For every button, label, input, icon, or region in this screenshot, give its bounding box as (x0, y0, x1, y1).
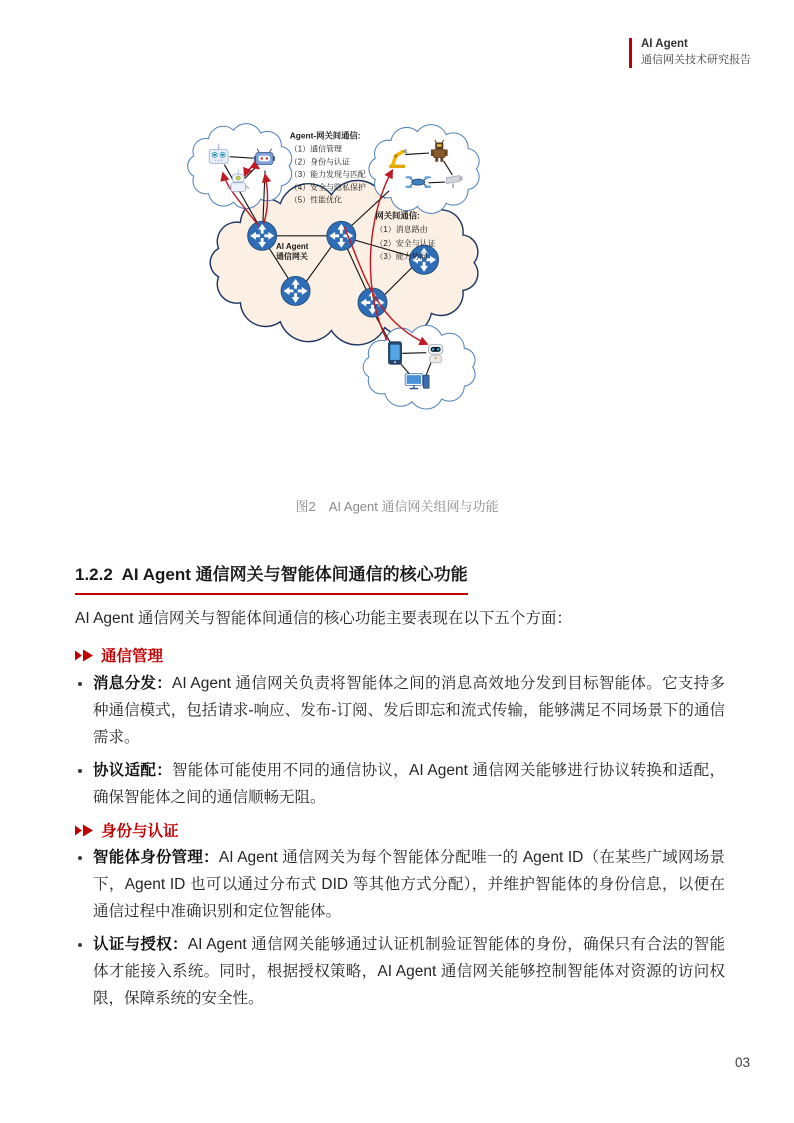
bullet-term: 认证与授权： (93, 936, 188, 953)
bullet-text: AI Agent 通信网关负责将智能体之间的消息高效地分发到目标智能体。它支持多种通信模式，包括请求-响应、发布-订阅、发后即忘和流式传输，能够满足不同场景下的通信需求。 (93, 675, 725, 746)
header-title: AI Agent (641, 38, 688, 50)
bullet-text: AI Agent 通信网关能够通过认证机制验证智能体的身份，确保只有合法的智能体才能接入系统。同时，根据授权策略，AI Agent 通信网关能够控制智能体对资源的访问权限，保障系统的安全性。 (93, 936, 725, 1007)
group-heading-communication-management (75, 644, 163, 666)
note-item: （3）能力协同 (375, 252, 428, 262)
bullet-text: 智能体可能使用不同的通信协议，AI Agent 通信网关能够进行协议转换和适配，确保智能体之间的通信顺畅无阻。 (93, 762, 725, 806)
smartphone-icon (388, 342, 401, 365)
bullet-dot (75, 844, 93, 925)
double-arrow-icon (75, 649, 94, 662)
router-icon (281, 276, 310, 305)
note-item: （2）安全与认证 (375, 238, 436, 248)
svg-text:AI Agent: AI Agent (275, 241, 309, 251)
device-cloud-bottom (363, 325, 475, 409)
header-text (641, 37, 751, 68)
network-diagram-svg (170, 95, 620, 500)
bullet-term: 消息分发： (93, 675, 172, 692)
section-intro: AI Agent 通信网关与智能体间通信的核心功能主要表现在以下五个方面： (75, 610, 572, 627)
bullet-term: 协议适配： (93, 762, 172, 779)
note-title: Agent-网关间通信: (289, 130, 361, 141)
note-item: （1）消息路由 (375, 225, 428, 235)
figure-diagram (170, 95, 620, 500)
bullet-message-distribution (75, 670, 725, 751)
bullet-dot (75, 670, 93, 751)
agent-cloud-left (188, 124, 292, 209)
page-header (629, 37, 751, 68)
header-accent-bar (629, 38, 632, 68)
double-arrow-icon (75, 824, 94, 837)
bullet-dot (75, 931, 93, 1012)
note-item: （3）能力发现与匹配 (289, 170, 366, 180)
bullet-authentication-authorization (75, 931, 725, 1012)
bullet-text: AI Agent 通信网关为每个智能体分配唯一的 Agent ID（在某些广域网场景下，Agent ID 也可以通过分布式 DID 等其他方式分配），并维护智能体的身份信息，以便在通信过程中准确识别和定位智能体。 (93, 849, 725, 920)
page-number: 03 (734, 1055, 750, 1070)
chatbot-icon (428, 345, 443, 363)
bullet-protocol-adaptation (75, 757, 725, 811)
note-item: （1）通信管理 (289, 144, 343, 154)
svg-text:通信网关: 通信网关 (275, 252, 308, 262)
note-item: （2）身份与认证 (289, 157, 350, 167)
group-heading-label: 身份与认证 (101, 823, 179, 840)
note-item: （5）性能优化 (289, 195, 343, 205)
router-icon (248, 221, 277, 250)
note-title: 网关间通信: (375, 210, 420, 221)
group-heading-identity-authentication (75, 819, 179, 841)
note-item: （4）安全与隐私保护 (289, 183, 366, 193)
bullet-dot (75, 757, 93, 811)
section-heading: 1.2.2 AI Agent 通信网关与智能体间通信的核心功能 (75, 560, 468, 595)
bullet-term: 智能体身份管理： (93, 849, 219, 866)
group-heading-label: 通信管理 (101, 648, 164, 665)
bullet-agent-identity-management (75, 844, 725, 925)
header-subtitle: 通信网关技术研究报告 (641, 54, 751, 66)
figure-caption: 图2 AI Agent 通信网关组网与功能 (295, 499, 499, 514)
gateway-label (276, 242, 309, 261)
